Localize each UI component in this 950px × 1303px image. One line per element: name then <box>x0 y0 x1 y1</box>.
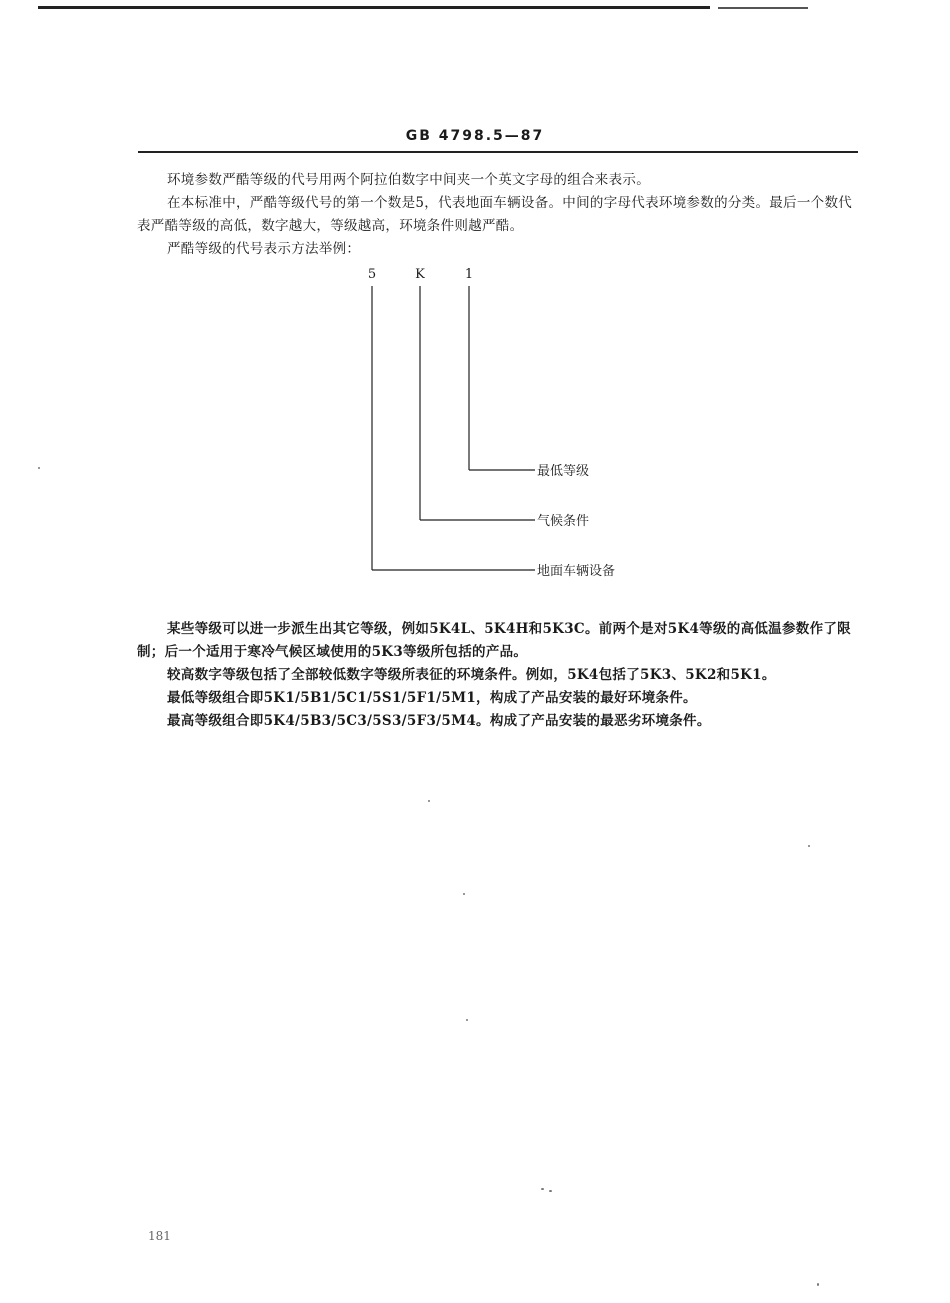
scan-speck <box>549 1190 552 1192</box>
header-rule <box>138 151 858 153</box>
code-char-k: K <box>415 267 425 282</box>
scan-speck <box>428 800 430 802</box>
label-lowest-grade: 最低等级 <box>537 464 590 479</box>
paragraph-higher-grades: 较高数字等级包括了全部较低数字等级所表征的环境条件。例如，5K4包括了5K3、5K2和5K1。 <box>167 667 776 683</box>
scan-speck <box>466 1019 468 1021</box>
paragraph-code-format: 环境参数严酷等级的代号用两个阿拉伯数字中间夹一个英文字母的组合来表示。 <box>167 172 650 188</box>
code-structure-diagram <box>360 262 660 587</box>
code-char-5: 5 <box>367 267 377 282</box>
scan-speck <box>808 845 810 847</box>
label-ground-vehicle-equipment: 地面车辆设备 <box>537 564 616 579</box>
paragraph-highest-combination: 最高等级组合即5K4/5B3/5C3/5S3/5F3/5M4。构成了产品安装的最恶劣环境条件。 <box>167 713 711 729</box>
scan-speck <box>38 467 40 469</box>
scan-speck <box>541 1188 544 1190</box>
paragraph-example-intro: 严酷等级的代号表示方法举例： <box>167 241 361 257</box>
label-climatic-conditions: 气候条件 <box>537 514 590 529</box>
paragraph-code-meaning: 在本标准中，严酷等级代号的第一个数是5，代表地面车辆设备。中间的字母代表环境参数的分类。最后一个数代表严酷等级的高低，数字越大，等级越高，环境条件则越严酷。 <box>137 195 853 234</box>
standard-number: GB 4798.5—87 <box>405 128 545 144</box>
page-number: 181 <box>148 1229 171 1243</box>
code-char-1: 1 <box>464 267 474 282</box>
paragraph-derived-grades: 某些等级可以进一步派生出其它等级，例如5K4L、5K4H和5K3C。前两个是对5K4等级的高低温参数作了限制；后一个适用于寒冷气候区域使用的5K3等级所包括的产品。 <box>137 621 851 660</box>
top-border-rule-tail <box>718 7 808 9</box>
top-border-rule <box>38 6 710 9</box>
scan-speck <box>463 893 465 895</box>
scan-speck <box>817 1283 819 1286</box>
paragraph-lowest-combination: 最低等级组合即5K1/5B1/5C1/5S1/5F1/5M1，构成了产品安装的最好环境条件。 <box>167 690 697 706</box>
